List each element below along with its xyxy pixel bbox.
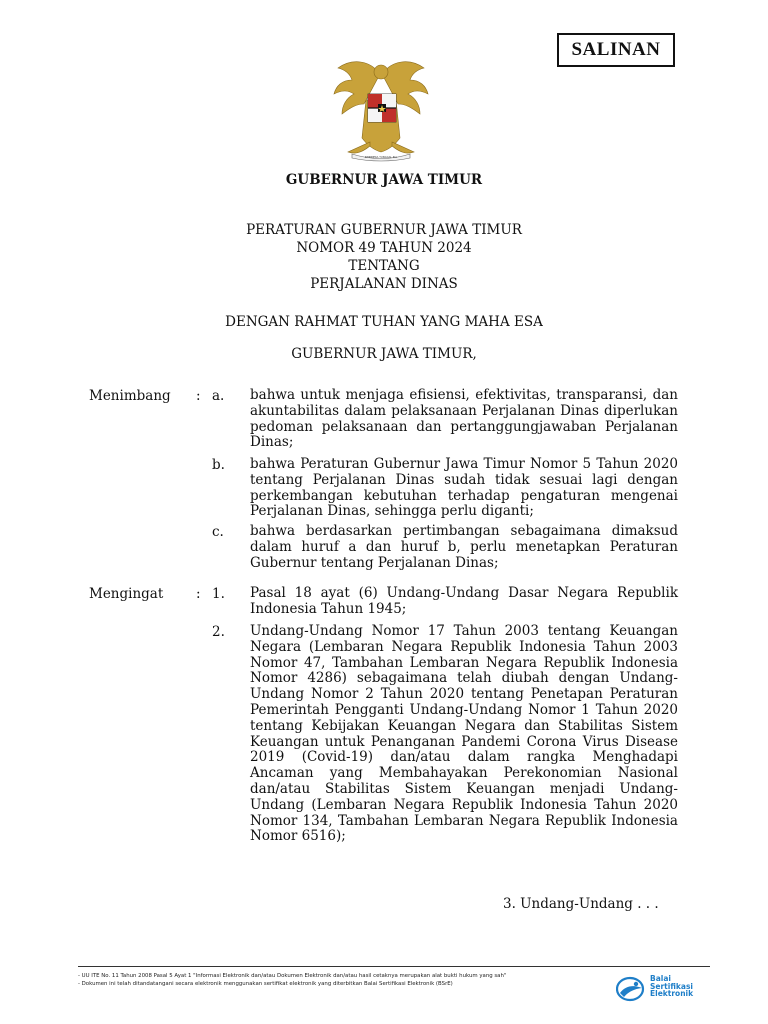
menimbang-marker-b: b.: [212, 457, 225, 473]
bsre-logo-line-3: Elektronik: [650, 989, 694, 999]
mengingat-colon: :: [196, 586, 201, 602]
bsre-logo-line-2: Sertifikasi: [650, 981, 693, 991]
mengingat-item-2: Undang-Undang Nomor 17 Tahun 2003 tentang Keuangan Negara (Lembaran Negara Republik Indonesia Tahun 2003 Nomor 47, Tambahan Lembaran Negara Republik Indonesia Nomor 4286) sebagaimana telah diubah dengan Undang-Undang Nomor 2 Tahun 2020 tentang Penetapan Peraturan Pemerintah Pengganti Undang-Undang Nomor 1 Tahun 2020 tentang Kebijakan Keuangan Negara dan Stabilitas Sistem Keuangan untuk Penanganan Pandemi Corona Virus Disease 2019 (Covid-19) dan/atau dalam rangka Menghadapi Ancaman yang Membahayakan Perekonomian Nasional dan/atau Stabilitas Sistem Keuangan menjadi Undang-Undang (Lembaran Negara Republik Indonesia Tahun 2020 Nomor 134, Tambahan Lembaran Negara Republik Indonesia Nomor 6516);: [250, 623, 678, 845]
mengingat-marker-2: 2.: [212, 624, 225, 640]
menimbang-marker-a: a.: [212, 388, 225, 404]
continuation-catchword: 3. Undang-Undang . . .: [503, 896, 659, 912]
menimbang-marker-c: c.: [212, 524, 224, 540]
regulation-tentang-line: TENTANG: [348, 258, 420, 274]
regulation-number-line: NOMOR 49 TAHUN 2024: [296, 240, 472, 256]
bsre-logo-text: [650, 975, 693, 998]
menimbang-item-b: bahwa Peraturan Gubernur Jawa Timur Nomor 5 Tahun 2020 tentang Perjalanan Dinas sudah tidak sesuai lagi dengan perkembangan kebutuhan terhadap pengaturan mengenai Perjalanan Dinas, sehingga perlu diganti;: [250, 456, 678, 520]
mengingat-label: Mengingat: [89, 586, 164, 602]
signatory-line: GUBERNUR JAWA TIMUR,: [291, 346, 477, 362]
menimbang-colon: :: [196, 388, 201, 404]
preamble-line: DENGAN RAHMAT TUHAN YANG MAHA ESA: [225, 314, 543, 330]
salinan-stamp: SALINAN: [557, 33, 675, 67]
regulation-title-line-1: PERATURAN GUBERNUR JAWA TIMUR: [246, 222, 522, 238]
regulation-subject-line: PERJALANAN DINAS: [310, 276, 458, 292]
footer-divider: [78, 966, 710, 967]
mengingat-marker-1: 1.: [212, 586, 225, 602]
emblem-motto: BHINNEKA TUNGGAL IKA: [365, 156, 397, 159]
footer-note-ite: - UU ITE No. 11 Tahun 2008 Pasal 5 Ayat 1 "Informasi Elektronik dan/atau Dokumen Elektronik dan/atau hasil cetaknya merupakan alat bukti hukum yang sah": [78, 973, 507, 979]
footer-notes: [78, 972, 598, 988]
garuda-emblem: [330, 54, 432, 162]
menimbang-label: Menimbang: [89, 388, 171, 404]
bsre-logo-line-1: Balai: [650, 974, 671, 983]
menimbang-item-a: bahwa untuk menjaga efisiensi, efektivitas, transparansi, dan akuntabilitas dalam pelaksanaan Perjalanan Dinas diperlukan pedoman pelaksanaan dan pertanggungjawaban Perjalanan Dinas;: [250, 387, 678, 451]
bsre-logo-icon: [616, 976, 646, 1002]
mengingat-item-1: Pasal 18 ayat (6) Undang-Undang Dasar Negara Republik Indonesia Tahun 1945;: [250, 585, 678, 617]
issuer-heading: GUBERNUR JAWA TIMUR: [285, 172, 483, 188]
footer-note-bsre: - Dokumen ini telah ditandatangani secara elektronik menggunakan sertifikat elektronik yang diterbitkan Balai Sertifikasi Elektronik (BSrE): [78, 981, 453, 987]
menimbang-item-c: bahwa berdasarkan pertimbangan sebagaimana dimaksud dalam huruf a dan huruf b, perlu menetapkan Peraturan Gubernur tentang Perjalanan Dinas;: [250, 523, 678, 571]
